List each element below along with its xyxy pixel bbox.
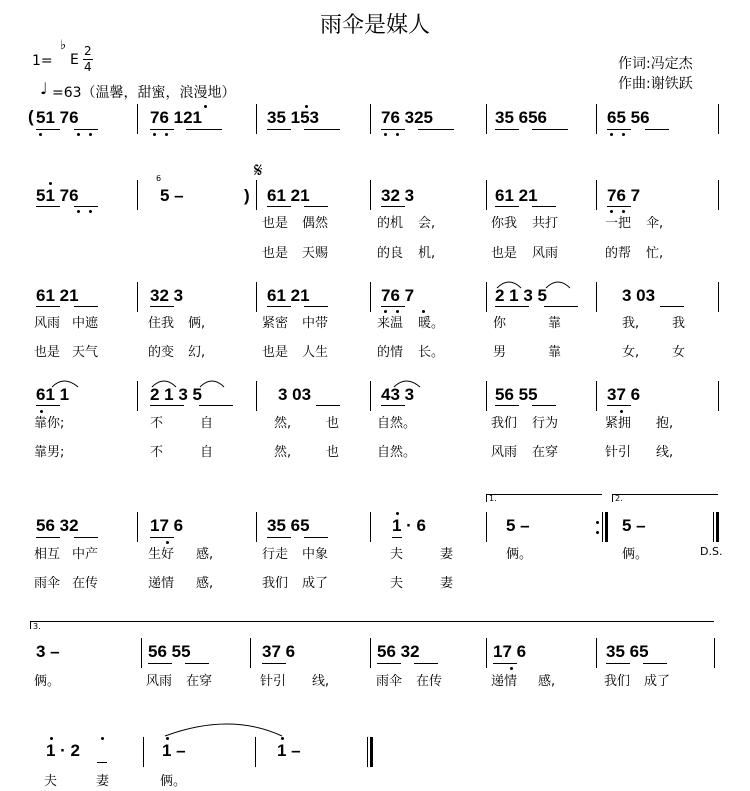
lyric: 针引 (260, 674, 287, 689)
key-letter: E (70, 52, 79, 68)
lyric: 夫 (44, 774, 58, 789)
lyric: 行走 (262, 547, 289, 562)
measure: 17 6 (493, 642, 527, 661)
measure: 37 6 (607, 385, 641, 404)
measure: 56 55 (148, 642, 191, 661)
intro-open-paren: ( (28, 107, 34, 126)
lyric: 的情 (377, 345, 404, 360)
measure: 76 7 (381, 286, 415, 305)
slur (52, 381, 78, 387)
grace-note: 6 (156, 174, 162, 183)
lyric: 中象 (302, 547, 329, 562)
lyric: 成了 (644, 674, 671, 689)
measure: 61 21 (495, 186, 538, 205)
lyric: 女, (622, 345, 640, 360)
measure: 43 3 (381, 385, 415, 404)
lyric: 感, (538, 674, 556, 689)
tempo-marking: =63（温馨，甜蜜，浪漫地） (52, 85, 236, 101)
lyric: 风雨 (532, 246, 559, 261)
tie (165, 724, 282, 736)
measure: 3 – (36, 642, 60, 661)
lyric: 针引 (605, 445, 632, 460)
lyric: 自 (200, 416, 214, 431)
key-prefix: 1= (32, 53, 53, 69)
lyric: 俩。 (622, 547, 649, 562)
measure: 61 21 (36, 286, 79, 305)
measure: 2 1 3 5 (150, 385, 202, 404)
song-title: 雨伞是媒人 (319, 13, 430, 38)
lyric: 感, (196, 576, 214, 591)
lyric: 幻, (188, 345, 206, 360)
quarter-note-icon: ♩ (40, 79, 48, 98)
lyric: 暖。 (418, 316, 445, 331)
lyric: 靠男; (34, 445, 65, 460)
measure: 51 76 (36, 186, 79, 205)
lyric: 的帮 (605, 246, 632, 261)
lyric: 生好 (148, 547, 175, 562)
lyric: 住我 (148, 316, 175, 331)
lyric: 不 (150, 445, 164, 460)
lyric: 忙, (646, 246, 664, 261)
lyric: 雨伞 (376, 674, 403, 689)
lyric: 我们 (491, 416, 518, 431)
lyric: 自然。 (377, 416, 417, 431)
lyric: 长。 (418, 345, 445, 360)
measure: 1 · 2 (46, 741, 81, 760)
lyric: 天气 (72, 345, 99, 360)
lyricist-credit: 作词:冯定杰 (618, 56, 693, 72)
lyric: 风雨 (34, 316, 61, 331)
time-signature-bottom: 4 (84, 60, 92, 74)
time-signature-top: 2 (84, 44, 92, 58)
lyric: 紧拥 (605, 416, 632, 431)
lyric: 妻 (440, 576, 454, 591)
lyric: 递情 (148, 576, 175, 591)
lyric: 在传 (72, 576, 99, 591)
lyric: 妻 (96, 774, 110, 789)
lyric: 伞, (646, 216, 664, 231)
lyric: 俩。 (160, 774, 187, 789)
lyric: 我, (622, 316, 640, 331)
lyric: 抱, (656, 416, 674, 431)
lyric: 一把 (605, 216, 632, 231)
lyric: 也 (326, 416, 340, 431)
lyric: 也是 (491, 246, 518, 261)
slur (394, 381, 420, 387)
lyric: 我们 (262, 576, 289, 591)
measure: 56 55 (495, 385, 538, 404)
lyric: 俩。 (506, 547, 533, 562)
measure: 51 76 (36, 108, 79, 127)
lyric: 然, (274, 445, 292, 460)
measure: 35 153 (267, 108, 319, 127)
lyric: 你 (493, 316, 507, 331)
intro-close-paren: ) (244, 186, 250, 205)
lyric: 夫 (390, 576, 404, 591)
lyric: 也是 (262, 345, 289, 360)
measure: 35 65 (267, 516, 310, 535)
lyric: 男 (493, 345, 507, 360)
volta-number: 2. (615, 494, 623, 503)
lyric: 我 (672, 316, 686, 331)
measure: 35 656 (495, 108, 547, 127)
lyric: 俩, (188, 316, 206, 331)
lyric: 紧密 (262, 316, 289, 331)
lyric: 机, (418, 246, 436, 261)
lyric: 俩。 (34, 674, 61, 689)
lyric: 感, (196, 547, 214, 562)
lyric: 线, (656, 445, 674, 460)
measure: 76 325 (381, 108, 433, 127)
flat-sign: ♭ (60, 38, 67, 53)
measure: 32 3 (381, 186, 415, 205)
lyric: 线, (312, 674, 330, 689)
lyric: 中产 (72, 547, 99, 562)
lyric: 女 (672, 345, 686, 360)
measure: 61 21 (267, 186, 310, 205)
measure: 76 7 (607, 186, 641, 205)
lyric: 然, (274, 416, 292, 431)
lyric: 靠你; (34, 416, 65, 431)
lyric: 共打 (532, 216, 559, 231)
measure: 3 03 (622, 286, 656, 305)
lyric: 偶然 (302, 216, 329, 231)
measure: 56 32 (36, 516, 79, 535)
volta-number: 3. (33, 622, 41, 631)
slur (200, 381, 224, 387)
measure: 35 65 (606, 642, 649, 661)
lyric: 风雨 (146, 674, 173, 689)
measure: 1 – (277, 741, 301, 760)
lyric: 人生 (302, 345, 329, 360)
slur (497, 282, 521, 288)
lyric: 会, (418, 216, 436, 231)
lyric: 雨伞 (34, 576, 61, 591)
lyric: 相互 (34, 547, 61, 562)
lyric: 也是 (262, 246, 289, 261)
lyric: 在穿 (186, 674, 213, 689)
lyric: 靠 (548, 345, 562, 360)
lyric: 也 (326, 445, 340, 460)
volta-number: 1. (489, 494, 497, 503)
lyric: 自 (200, 445, 214, 460)
measure: 5 – (160, 186, 184, 205)
measure: 5 – (622, 516, 646, 535)
measure: 61 21 (267, 286, 310, 305)
segno-icon: 𝄋 (254, 158, 263, 182)
measure: 37 6 (262, 642, 296, 661)
measure: 32 3 (150, 286, 184, 305)
lyric: 的机 (377, 216, 404, 231)
lyric: 的变 (148, 345, 175, 360)
lyric: 你我 (491, 216, 518, 231)
measure: 56 32 (377, 642, 420, 661)
lyric: 成了 (302, 576, 329, 591)
slur (546, 282, 570, 288)
lyric: 也是 (34, 345, 61, 360)
lyric: 中带 (302, 316, 329, 331)
lyric: 天赐 (302, 246, 329, 261)
lyric: 不 (150, 416, 164, 431)
lyric: 中遮 (72, 316, 99, 331)
lyric: 妻 (440, 547, 454, 562)
lyric: 靠 (548, 316, 562, 331)
lyric: 来温 (377, 316, 404, 331)
measure: 2 1 3 5 (495, 286, 547, 305)
measure: 5 – (506, 516, 530, 535)
composer-credit: 作曲:谢铁跃 (618, 76, 693, 92)
measure: 1 – (162, 741, 186, 760)
measure: 3 03 (278, 385, 312, 404)
lyric: 在传 (416, 674, 443, 689)
lyric: 我们 (604, 674, 631, 689)
measure: 61 1 (36, 385, 70, 404)
lyric: 自然。 (377, 445, 417, 460)
lyric: 行为 (532, 416, 559, 431)
lyric: 的良 (377, 246, 404, 261)
measure: 1 · 6 (392, 516, 427, 535)
dal-segno-marking: D.S. (700, 545, 723, 558)
lyric: 在穿 (532, 445, 559, 460)
measure: 76 121 (150, 108, 202, 127)
slur (152, 381, 176, 387)
lyric: 风雨 (491, 445, 518, 460)
lyric: 夫 (390, 547, 404, 562)
lyric: 递情 (491, 674, 518, 689)
measure: 17 6 (150, 516, 184, 535)
measure: 65 56 (607, 108, 650, 127)
lyric: 也是 (262, 216, 289, 231)
